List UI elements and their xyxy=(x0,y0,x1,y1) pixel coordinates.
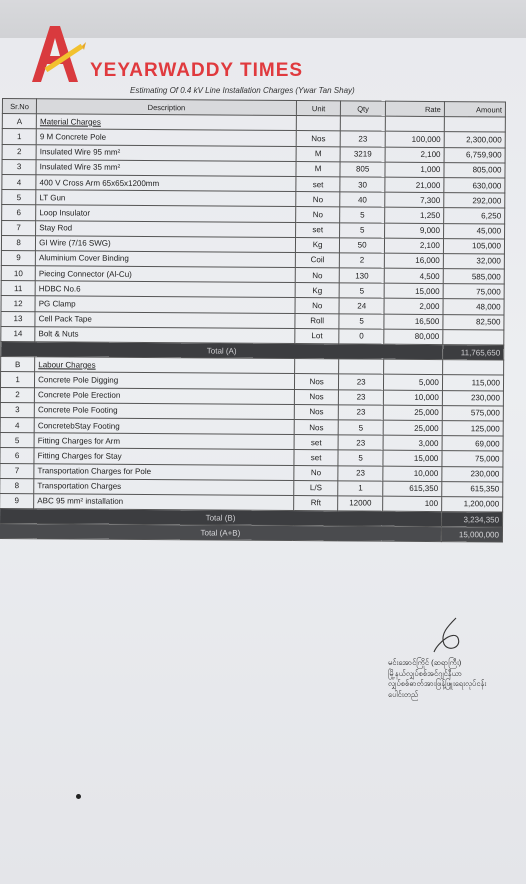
cell-rate: 80,000 xyxy=(384,329,443,345)
document-title: Estimating Of 0.4 kV Line Installation Charges (Ywar Tan Shay) xyxy=(130,86,355,95)
cell-amount: 575,000 xyxy=(442,405,503,421)
cell-description: Insulated Wire 35 mm² xyxy=(36,159,296,176)
cell-description: Fitting Charges for Stay xyxy=(34,448,294,465)
cell-description: Cell Pack Tape xyxy=(35,311,295,328)
cell-rate: 5,000 xyxy=(383,375,442,391)
cell-amount: 32,000 xyxy=(443,253,504,269)
cell-rate: 3,000 xyxy=(383,435,442,451)
cell-amount: 1,200,000 xyxy=(442,496,503,512)
cell-sr: 5 xyxy=(0,433,34,448)
cell-description: Concrete Pole Footing xyxy=(34,402,294,419)
cell-rate: 15,000 xyxy=(383,450,442,466)
signature-block xyxy=(388,658,486,700)
cell-qty: 23 xyxy=(341,131,386,146)
cell-rate: 2,000 xyxy=(384,299,443,315)
cell-sr: 5 xyxy=(2,190,36,205)
total-b-amount: 3,234,350 xyxy=(441,512,502,528)
header-unit: Unit xyxy=(296,101,341,116)
cell-amount: 69,000 xyxy=(442,436,503,452)
cell-qty: 23 xyxy=(339,389,384,404)
cell-description: Loop Insulator xyxy=(36,205,296,222)
cell-qty: 130 xyxy=(340,268,385,283)
brand-logo-icon xyxy=(26,20,88,86)
signature-line: လျှပ်စစ်ဓာတ်အားဖြန့်ဖြူးရေးလုပ်ငန်း xyxy=(388,679,487,688)
cell-unit: M xyxy=(296,146,341,161)
cell-amount xyxy=(443,329,504,345)
cell-amount: 82,500 xyxy=(443,314,504,330)
cell-qty: 5 xyxy=(340,207,385,222)
cell-sr: 4 xyxy=(0,417,34,432)
cell-rate: 16,000 xyxy=(384,253,443,269)
cell-sr: 14 xyxy=(1,326,35,341)
cell-description: Transportation Charges xyxy=(34,478,294,495)
cell-rate: 10,000 xyxy=(383,390,442,406)
cell-sr: 8 xyxy=(1,235,35,250)
cell-qty: 40 xyxy=(340,192,385,207)
cell-sr: 12 xyxy=(1,296,35,311)
cell-sr: 9 xyxy=(0,493,34,508)
cell-amount: 75,000 xyxy=(443,284,504,300)
total-ab-amount: 15,000,000 xyxy=(441,527,502,543)
cell-description: Insulated Wire 95 mm² xyxy=(36,144,296,161)
cell-unit: Nos xyxy=(294,374,339,389)
cell-unit: Lot xyxy=(295,328,340,343)
cell-qty: 30 xyxy=(340,177,385,192)
cell-qty: 5 xyxy=(340,222,385,237)
cell-qty: 5 xyxy=(339,313,384,328)
cell-sr: 3 xyxy=(2,159,36,174)
signature-line: ပေါင်းတည် xyxy=(388,689,419,699)
cell-description: GI Wire (7/16 SWG) xyxy=(36,235,296,252)
cell-rate: 9,000 xyxy=(384,223,443,239)
cell-amount: 292,000 xyxy=(444,193,505,209)
cell-qty: 12000 xyxy=(338,496,383,511)
cell-sr: 3 xyxy=(0,402,34,417)
cell-sr: 7 xyxy=(2,220,36,235)
section-code: B xyxy=(1,357,35,372)
cell-unit: Rft xyxy=(294,495,339,510)
cell-sr: 1 xyxy=(0,372,34,387)
cell-qty: 3219 xyxy=(340,146,385,161)
cell-sr: 4 xyxy=(2,174,36,189)
cell-amount: 115,000 xyxy=(442,375,503,391)
cell-rate: 2,100 xyxy=(385,147,444,163)
total-a-amount: 11,765,650 xyxy=(443,345,504,361)
cell-unit: Nos xyxy=(296,131,341,146)
header-description: Description xyxy=(37,99,297,116)
cell-sr: 13 xyxy=(1,311,35,326)
cell-unit: Kg xyxy=(295,237,340,252)
cell-description: Concrete Pole Digging xyxy=(35,372,295,389)
watermark-brand: YEYARWADDY TIMES xyxy=(90,60,304,81)
cell-rate: 25,000 xyxy=(383,405,442,421)
cell-unit: set xyxy=(295,222,340,237)
cell-qty: 805 xyxy=(340,162,385,177)
cell-sr: 7 xyxy=(0,463,34,478)
cell-description: 9 M Concrete Pole xyxy=(36,129,296,146)
cell-description: Fitting Charges for Arm xyxy=(34,433,294,450)
header-rate: Rate xyxy=(385,101,444,117)
cell-rate: 4,500 xyxy=(384,268,443,284)
cell-amount: 230,000 xyxy=(442,466,503,482)
section-title: Labour Charges xyxy=(35,357,295,374)
cell-sr: 6 xyxy=(0,448,34,463)
cell-unit: No xyxy=(295,298,340,313)
section-title: Material Charges xyxy=(36,114,296,131)
cell-rate: 25,000 xyxy=(383,420,442,436)
signature-line: မြို့နယ်လျှပ်စစ်အင်ဂျင်နီယာ xyxy=(388,668,463,678)
cell-sr: 9 xyxy=(1,250,35,265)
cell-sr: 8 xyxy=(0,478,34,493)
cell-description: ABC 95 mm² installation xyxy=(34,494,294,511)
cell-unit: No xyxy=(296,192,341,207)
cell-amount: 75,000 xyxy=(442,451,503,467)
cell-description: Transportation Charges for Pole xyxy=(34,463,294,480)
cell-amount: 105,000 xyxy=(443,238,504,254)
cell-rate: 2,100 xyxy=(384,238,443,254)
total-ab-label: Total (A+B) xyxy=(0,524,441,542)
cell-description: Concrete Pole Erection xyxy=(35,387,295,404)
cell-description: HDBC No.6 xyxy=(35,281,295,298)
cell-unit: No xyxy=(294,465,339,480)
cell-rate: 100 xyxy=(383,496,442,512)
cell-unit: Kg xyxy=(295,283,340,298)
cell-unit: L/S xyxy=(294,480,339,495)
cell-description: ConcretebStay Footing xyxy=(34,418,294,435)
cell-qty: 2 xyxy=(340,253,385,268)
cell-description: PG Clamp xyxy=(35,296,295,313)
ink-dot xyxy=(76,794,81,799)
cell-description: Piecing Connector (Al-Cu) xyxy=(35,266,295,283)
cell-amount: 585,000 xyxy=(443,269,504,285)
cell-unit: Nos xyxy=(294,404,339,419)
cell-amount: 2,300,000 xyxy=(444,132,505,148)
cell-qty: 23 xyxy=(339,374,384,389)
cell-qty: 5 xyxy=(340,283,385,298)
cell-unit: set xyxy=(296,176,341,191)
cell-qty: 1 xyxy=(338,481,383,496)
cell-qty: 24 xyxy=(339,298,384,313)
cell-description: Stay Rod xyxy=(36,220,296,237)
cell-rate: 1,250 xyxy=(385,207,444,223)
cell-unit: set xyxy=(294,450,339,465)
cell-unit: Nos xyxy=(294,419,339,434)
cell-rate: 7,300 xyxy=(385,192,444,208)
cell-qty: 5 xyxy=(338,450,383,465)
cell-rate: 100,000 xyxy=(385,132,444,148)
cell-description: LT Gun xyxy=(36,190,296,207)
cell-amount: 125,000 xyxy=(442,421,503,437)
cell-amount: 48,000 xyxy=(443,299,504,315)
cell-amount: 45,000 xyxy=(443,223,504,239)
total-a-label: Total (A) xyxy=(1,341,443,359)
cell-qty: 23 xyxy=(339,405,384,420)
cell-amount: 630,000 xyxy=(444,178,505,194)
cell-sr: 1 xyxy=(2,129,36,144)
header-qty: Qty xyxy=(341,101,386,116)
section-code: A xyxy=(2,114,36,129)
cell-sr: 10 xyxy=(1,266,35,281)
total-b-label: Total (B) xyxy=(0,509,442,527)
cell-amount: 230,000 xyxy=(442,390,503,406)
cell-amount: 805,000 xyxy=(444,162,505,178)
cell-description: 400 V Cross Arm 65x65x1200mm xyxy=(36,175,296,192)
cell-amount: 6,759,900 xyxy=(444,147,505,163)
cell-sr: 11 xyxy=(1,281,35,296)
cell-unit: Coil xyxy=(295,252,340,267)
header-amount: Amount xyxy=(444,102,505,118)
cell-unit: No xyxy=(296,207,341,222)
cell-amount: 615,350 xyxy=(442,481,503,497)
cell-description: Bolt & Nuts xyxy=(35,327,295,344)
cell-rate: 16,500 xyxy=(384,314,443,330)
cell-rate: 1,000 xyxy=(385,162,444,178)
cell-description: Aluminium Cover Binding xyxy=(35,251,295,268)
cell-qty: 0 xyxy=(339,329,384,344)
cell-sr: 6 xyxy=(2,205,36,220)
cell-qty: 50 xyxy=(340,238,385,253)
cell-sr: 2 xyxy=(2,144,36,159)
cell-rate: 15,000 xyxy=(384,283,443,299)
cell-unit: Nos xyxy=(294,389,339,404)
cell-sr: 2 xyxy=(0,387,34,402)
signature-line: မင်းအောင်ကြိုင် (ဆရာကြီး) xyxy=(388,658,462,667)
total-ab-row xyxy=(0,524,503,543)
estimate-table xyxy=(0,98,506,543)
cell-rate: 615,350 xyxy=(383,481,442,497)
cell-unit: Roll xyxy=(295,313,340,328)
cell-unit: M xyxy=(296,161,341,176)
cell-unit: No xyxy=(295,268,340,283)
cell-qty: 23 xyxy=(338,435,383,450)
header-sr: Sr.No xyxy=(2,99,36,114)
cell-qty: 23 xyxy=(338,465,383,480)
cell-rate: 10,000 xyxy=(383,466,442,482)
cell-unit: set xyxy=(294,435,339,450)
cell-rate: 21,000 xyxy=(385,177,444,193)
cell-amount: 6,250 xyxy=(444,208,505,224)
cell-qty: 5 xyxy=(339,420,384,435)
